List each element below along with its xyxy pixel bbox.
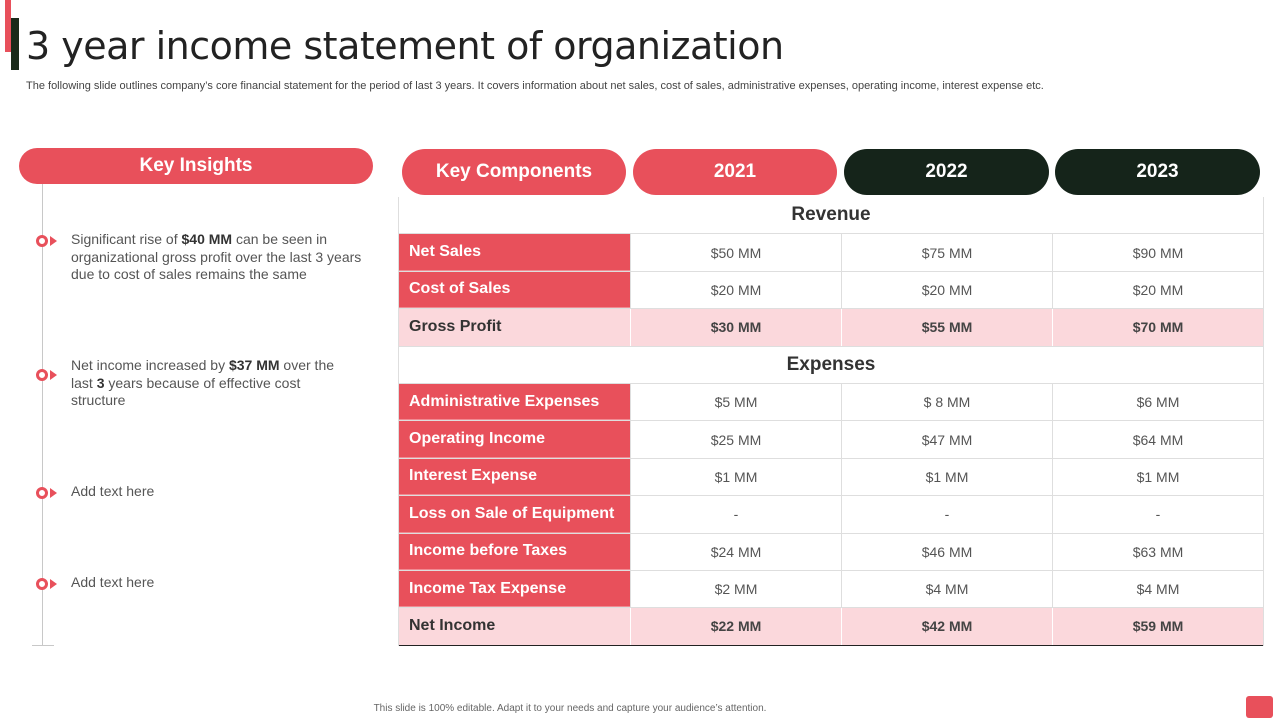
table-cell: $20 MM bbox=[841, 272, 1052, 308]
page-title: 3 year income statement of organization bbox=[26, 24, 784, 68]
year-header-2022: 2022 bbox=[844, 149, 1049, 195]
table-cell: $75 MM bbox=[841, 234, 1052, 270]
row-label: Interest Expense bbox=[399, 459, 630, 495]
table-row bbox=[399, 234, 1263, 271]
row-label: Net Income bbox=[399, 608, 630, 644]
table-cell: - bbox=[630, 496, 841, 532]
table-cell: $6 MM bbox=[1052, 384, 1263, 420]
table-cell: $50 MM bbox=[630, 234, 841, 270]
table-cell: $20 MM bbox=[630, 272, 841, 308]
insight-text bbox=[71, 231, 366, 284]
insight-text-part: years because of effective cost structure bbox=[71, 374, 301, 408]
table-cell: $55 MM bbox=[841, 309, 1052, 345]
insight-text-bold: $37 MM bbox=[228, 357, 280, 373]
title-accent-dark bbox=[11, 18, 19, 70]
target-arrow-icon bbox=[36, 576, 62, 592]
table-cell: $64 MM bbox=[1052, 421, 1263, 457]
key-components-header: Key Components bbox=[402, 149, 626, 195]
table-row-total bbox=[399, 608, 1263, 645]
insight-text bbox=[71, 483, 154, 501]
table-cell: $70 MM bbox=[1052, 309, 1263, 345]
table-cell: $90 MM bbox=[1052, 234, 1263, 270]
table-cell: $63 MM bbox=[1052, 534, 1263, 570]
table-cell: $1 MM bbox=[841, 459, 1052, 495]
table-cell: $25 MM bbox=[630, 421, 841, 457]
table-row bbox=[399, 272, 1263, 309]
table-cell: $47 MM bbox=[841, 421, 1052, 457]
row-label: Income before Taxes bbox=[399, 534, 630, 570]
table-cell: $59 MM bbox=[1052, 608, 1263, 644]
row-label: Administrative Expenses bbox=[399, 384, 630, 420]
table-cell: $5 MM bbox=[630, 384, 841, 420]
table-cell: $4 MM bbox=[841, 571, 1052, 607]
expenses-section-title: Expenses bbox=[399, 347, 1263, 384]
table-cell: $1 MM bbox=[630, 459, 841, 495]
footer-note bbox=[0, 703, 1280, 714]
target-arrow-icon bbox=[36, 233, 62, 249]
table-cell: $42 MM bbox=[841, 608, 1052, 644]
table-cell: $1 MM bbox=[1052, 459, 1263, 495]
income-statement-table bbox=[398, 197, 1264, 646]
target-arrow-icon bbox=[36, 367, 62, 383]
revenue-section-title: Revenue bbox=[399, 197, 1263, 234]
table-cell: $2 MM bbox=[630, 571, 841, 607]
insight-text-part: over the last bbox=[71, 357, 335, 391]
insight-text-part: Significant rise of bbox=[71, 231, 182, 247]
year-header-2023: 2023 bbox=[1055, 149, 1260, 195]
insight-text-part: Net income increased by bbox=[71, 357, 229, 373]
insight-text bbox=[71, 357, 336, 410]
table-cell: - bbox=[841, 496, 1052, 532]
year-header-2021: 2021 bbox=[633, 149, 837, 195]
table-cell: $ 8 MM bbox=[841, 384, 1052, 420]
row-label: Gross Profit bbox=[399, 309, 630, 345]
row-label: Operating Income bbox=[399, 421, 630, 457]
table-cell: - bbox=[1052, 496, 1263, 532]
table-cell: $30 MM bbox=[630, 309, 841, 345]
insight-item bbox=[36, 483, 366, 501]
table-cell: $4 MM bbox=[1052, 571, 1263, 607]
footer-text: This slide is 100% editable. Adapt it to your needs and capture your audience’s attention. bbox=[373, 703, 767, 714]
table-row bbox=[399, 571, 1263, 608]
target-arrow-icon bbox=[36, 485, 62, 501]
table-row bbox=[399, 534, 1263, 571]
insight-text-part: can be seen in organizational gross profit over the last 3 years due to cost of sales remains the same bbox=[71, 231, 362, 282]
row-label: Cost of Sales bbox=[399, 272, 630, 308]
insights-timeline-cap bbox=[32, 645, 54, 646]
table-row bbox=[399, 459, 1263, 496]
table-row bbox=[399, 496, 1263, 533]
table-cell: $20 MM bbox=[1052, 272, 1263, 308]
insight-text-bold: $40 MM bbox=[181, 231, 233, 247]
row-label: Loss on Sale of Equipment bbox=[399, 496, 630, 532]
table-row bbox=[399, 421, 1263, 458]
table-row-total bbox=[399, 309, 1263, 346]
insight-text bbox=[71, 574, 154, 592]
insight-text-bold: 3 bbox=[96, 374, 105, 391]
insight-text-part: Add text here bbox=[71, 483, 155, 499]
insight-item bbox=[36, 574, 366, 592]
table-row bbox=[399, 384, 1263, 421]
page-subtitle: The following slide outlines company’s core financial statement for the period of last 3 years. It covers information about net sales, cost of sales, administrative expenses, operating income, interest expense etc. bbox=[26, 80, 1044, 92]
row-label: Income Tax Expense bbox=[399, 571, 630, 607]
corner-decoration bbox=[1246, 696, 1273, 718]
insight-text-part: Add text here bbox=[71, 574, 155, 590]
table-cell: $24 MM bbox=[630, 534, 841, 570]
row-label: Net Sales bbox=[399, 234, 630, 270]
table-cell: $22 MM bbox=[630, 608, 841, 644]
key-insights-header: Key Insights bbox=[19, 148, 373, 184]
insight-item bbox=[36, 357, 366, 410]
insight-item bbox=[36, 231, 366, 284]
table-cell: $46 MM bbox=[841, 534, 1052, 570]
